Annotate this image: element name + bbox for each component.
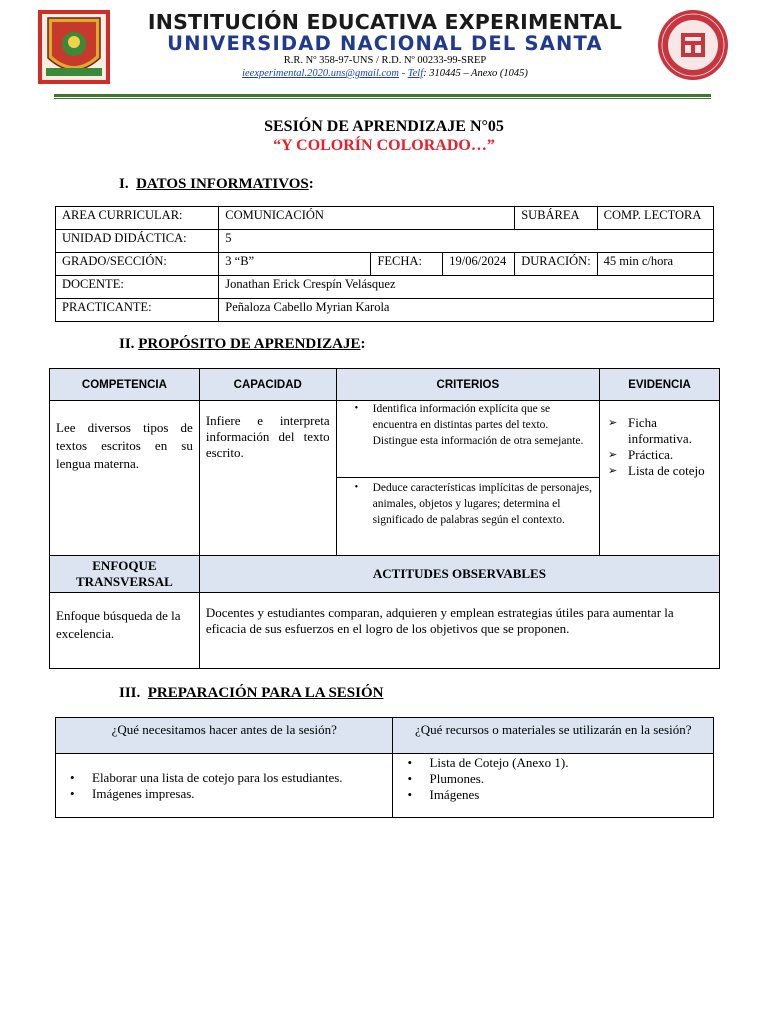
header-competencia: COMPETENCIA [50,369,200,401]
area-label: AREA CURRICULAR: [56,207,219,230]
header-rule-thin [54,98,711,99]
phone-number: : 310445 – Anexo (1045) [423,68,528,79]
list-item: • Deduce características implícitas de personajes, animales, objetos y lugares; determina el significado de palabras según el contexto. [373,480,593,528]
criterios-list-1 [343,401,593,449]
institution-title: INSTITUCIÓN EDUCATIVA EXPERIMENTAL [147,10,623,34]
antes-cell [56,754,393,818]
section-3-heading [119,684,384,702]
phone-label[interactable]: Telf [407,68,424,79]
grado-value: 3 “B” [219,253,371,276]
docente-value: Jonathan Erick Crespín Velásquez [219,276,714,299]
table-header-row [50,369,720,401]
duracion-value: 45 min c/hora [597,253,713,276]
criterio-1-cell [336,401,599,478]
section-2-heading [119,335,365,353]
section-3-title: PREPARACIÓN PARA LA SESIÓN [147,685,384,701]
subarea-value: COMP. LECTORA [597,207,713,230]
capacidad-text: Infiere e interpreta información del texto escrito. [205,413,330,460]
section-1-number: I. [119,176,129,192]
recursos-cell [393,754,714,818]
criterio-2-cell [336,478,599,556]
subarea-label: SUBÁREA [515,207,597,230]
practicante-value: Peñaloza Cabello Myrian Karola [219,299,714,322]
competencia-cell [50,401,200,556]
unidad-label: UNIDAD DIDÁCTICA: [56,230,219,253]
datos-informativos-table [55,206,714,322]
header-capacidad: CAPACIDAD [199,369,336,401]
header-recursos: ¿Qué recursos o materiales se utilizarán en la sesión? [393,718,714,754]
section-1-colon: : [308,176,314,192]
preparacion-table [55,717,714,818]
area-value: COMUNICACIÓN [219,207,515,230]
duracion-label: DURACIÓN: [515,253,597,276]
header-enfoque: ENFOQUE TRANSVERSAL [50,556,200,593]
section-2-colon: : [360,336,366,352]
list-item: • Plumones. [429,771,707,787]
practicante-label: PRACTICANTE: [56,299,219,322]
table-row [50,401,720,478]
competencia-text: Lee diversos tipos de textos escritos en su lengua materna. [56,420,193,471]
recursos-list [399,755,707,803]
contact-sep: - [399,68,408,79]
table-row [56,276,714,299]
header-rule-thick [54,94,711,97]
table-row [50,593,720,669]
unidad-value: 5 [219,230,714,253]
list-item: • Elaborar una lista de cotejo para los estudiantes. [92,770,386,786]
list-item: • Identifica información explícita que se encuentra en distintas partes del texto. Distingue esta información de otra semejante. [373,401,593,449]
actitudes-text: Docentes y estudiantes comparan, adquieren y emplean estrategias útiles para aumentar la eficacia de sus esfuerzos en el logro de los objetivos que se proponen. [205,605,674,636]
evidencia-cell [600,401,720,556]
table-header-row [56,718,714,754]
session-title: SESIÓN DE APRENDIZAJE N°05 [264,118,504,135]
session-subtitle: “Y COLORÍN COLORADO…” [273,137,495,154]
list-item: ➢ Ficha informativa. [628,415,713,447]
email-link[interactable]: ieexperimental.2020.uns@gmail.com [242,68,399,79]
header-criterios: CRITERIOS [336,369,599,401]
fecha-value: 19/06/2024 [443,253,515,276]
table-header-row [50,556,720,593]
list-item: • Lista de Cotejo (Anexo 1). [429,755,707,771]
list-item: ➢ Lista de cotejo [628,463,713,479]
university-name: UNIVERSIDAD NACIONAL DEL SANTA [167,32,603,55]
table-row [56,253,714,276]
antes-list [62,770,386,802]
section-2-title: PROPÓSITO DE APRENDIZAJE [138,336,361,352]
list-item: • Imágenes [429,787,707,803]
document-header [0,0,768,105]
section-1-heading [119,175,314,193]
enfoque-cell [50,593,200,669]
header-actitudes: ACTITUDES OBSERVABLES [199,556,719,593]
university-seal-logo [657,7,729,83]
section-3-number: III. [119,685,141,701]
grado-label: GRADO/SECCIÓN: [56,253,219,276]
header-antes: ¿Qué necesitamos hacer antes de la sesión? [56,718,393,754]
resolution-numbers: R.R. Nº 358-97-UNS / R.D. Nº 00233-99-SREP [283,55,487,66]
criterios-list-2 [343,480,593,528]
school-crest-logo [38,10,110,84]
section-1-title: DATOS INFORMATIVOS [136,176,309,192]
docente-label: DOCENTE: [56,276,219,299]
header-evidencia: EVIDENCIA [600,369,720,401]
list-item: ➢ Práctica. [628,447,713,463]
table-row [56,754,714,818]
contact-line [120,67,650,80]
capacidad-cell [199,401,336,556]
table-row [56,207,714,230]
list-item: • Imágenes impresas. [92,786,386,802]
actitudes-cell [199,593,719,669]
evidencia-list [606,415,713,479]
table-row [56,230,714,253]
fecha-label: FECHA: [371,253,443,276]
enfoque-text: Enfoque búsqueda de la excelencia. [56,608,181,641]
table-row [56,299,714,322]
section-2-number: II. [119,336,135,352]
proposito-table [49,368,720,669]
